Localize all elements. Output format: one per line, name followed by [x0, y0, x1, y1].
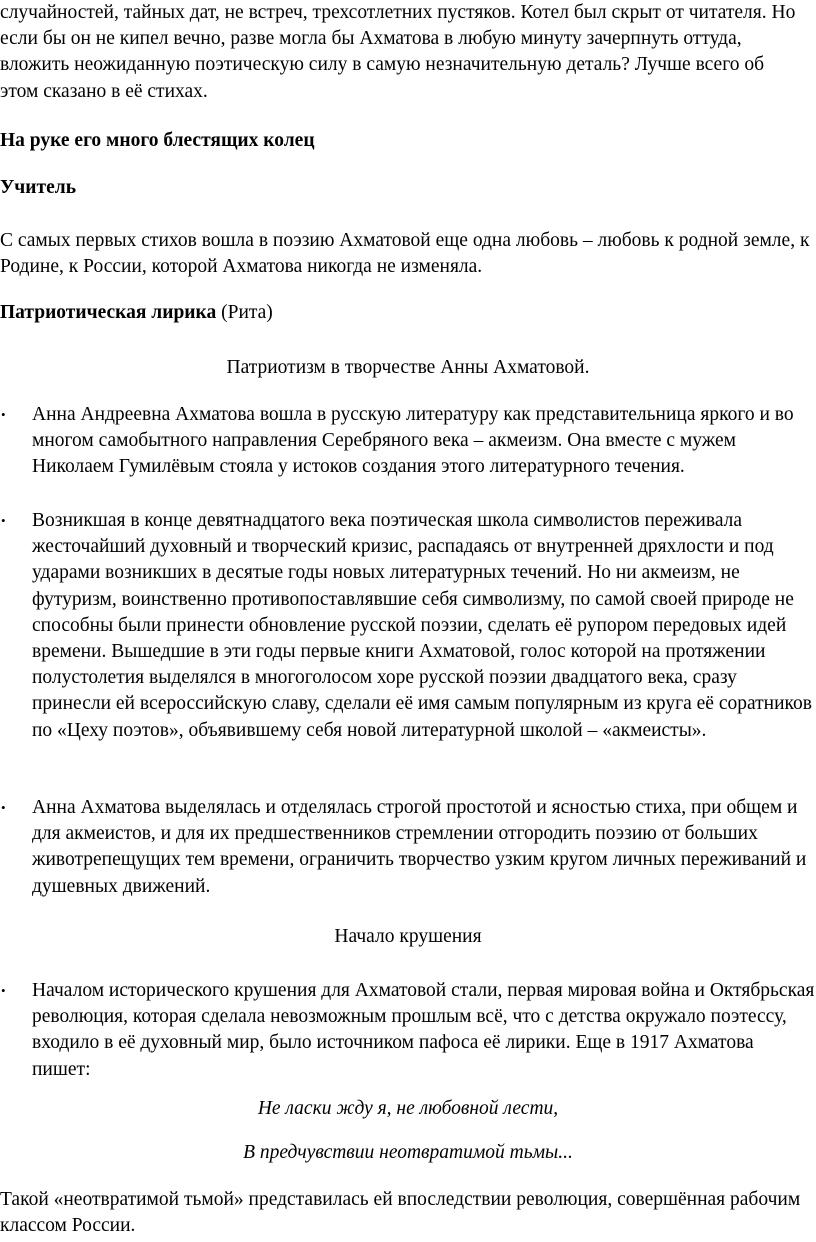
section-title-rest: (Рита): [216, 302, 273, 323]
bullet-icon: •: [1, 513, 6, 528]
list-item-text: Началом исторического крушения для Ахматовой стали, первая мировая война и Октябрьская революция, которая сделала невозможным прошлым всё, что с детства окружало поэтессу, входило в её духовный мир, было источником пафоса её лирики. Еще в 1917 Ахматова пишет:: [32, 980, 815, 1080]
heading-rings: На руке его много блестящих колец: [0, 130, 315, 151]
center-title-collapse: Начало крушения: [334, 926, 482, 947]
section-heading: [0, 300, 816, 326]
bullet-icon: •: [1, 800, 6, 815]
list-item-text: Анна Ахматова выделялась и отделялась строгой простотой и ясностью стиха, при общем и для акмеистов, и для их предшественников стремлении отгородить поэзию от больших животрепещущих тем времени, ограничить творчество узким кругом личных переживаний и душевных движений.: [32, 797, 807, 897]
paragraph-homeland: С самых первых стихов вошла в поэзию Ахматовой еще одна любовь – любовь к родной земле, к Родине, к России, которой Ахматова никогда не изменяла.: [0, 230, 810, 278]
list-item-text: Возникшая в конце девятнадцатого века поэтическая школа символистов переживала жесточайший духовный и творческий кризис, распадаясь от внутренней дряхлости и под ударами возникших в десятые годы новых литературных течений. Но ни акмеизм, не футуризм, воинственно противопоставлявшие себя символизму, по самой своей природе не способны были принести обновление русской поэзии, сделать её рупором передовых идей времени. Вышедшие в эти годы первые книги Ахматовой, голос которой на протяжении полустолетия выделялся в многоголосом хоре русской поэзии двадцатого века, сразу принесли ей всероссийскую славу, сделали её имя самым популярным из круга её соратников по «Цеху поэтов», объявившему себя новой литературной школой – «акмеисты».: [32, 510, 812, 741]
list-item-text: Анна Андреевна Ахматова вошла в русскую литературу как представительница яркого и во многом самобытного направления Серебряного века – акмеизм. Она вместе с мужем Николаем Гумилёвым стояла у истоков создания этого литературного течения.: [32, 404, 794, 478]
heading-teacher: Учитель: [0, 177, 77, 198]
bullet-icon: •: [1, 983, 6, 998]
intro-paragraph: случайностей, тайных дат, не встреч, трехсотлетних пустяков. Котел был скрыт от читателя. Но если бы он не кипел вечно, разве могла бы Ахматова в любую минуту зачерпнуть оттуда, вложить неожиданную поэтическую силу в самую незначительную деталь? Лучше всего об этом сказано в её стихах.: [0, 2, 796, 102]
section-title-bold: Патриотическая лирика: [0, 302, 217, 323]
bullet-icon: •: [1, 407, 6, 422]
quote-line-2: В предчувствии неотвратимой тьмы...: [243, 1142, 573, 1163]
center-title-patriotism: Патриотизм в творчестве Анны Ахматовой.: [226, 357, 590, 378]
final-paragraph: Такой «неотвратимой тьмой» представилась ей впоследствии революция, совершённая рабочим классом России.: [0, 1189, 801, 1237]
quote-line-1: Не ласки жду я, не любовной лести,: [257, 1098, 559, 1119]
